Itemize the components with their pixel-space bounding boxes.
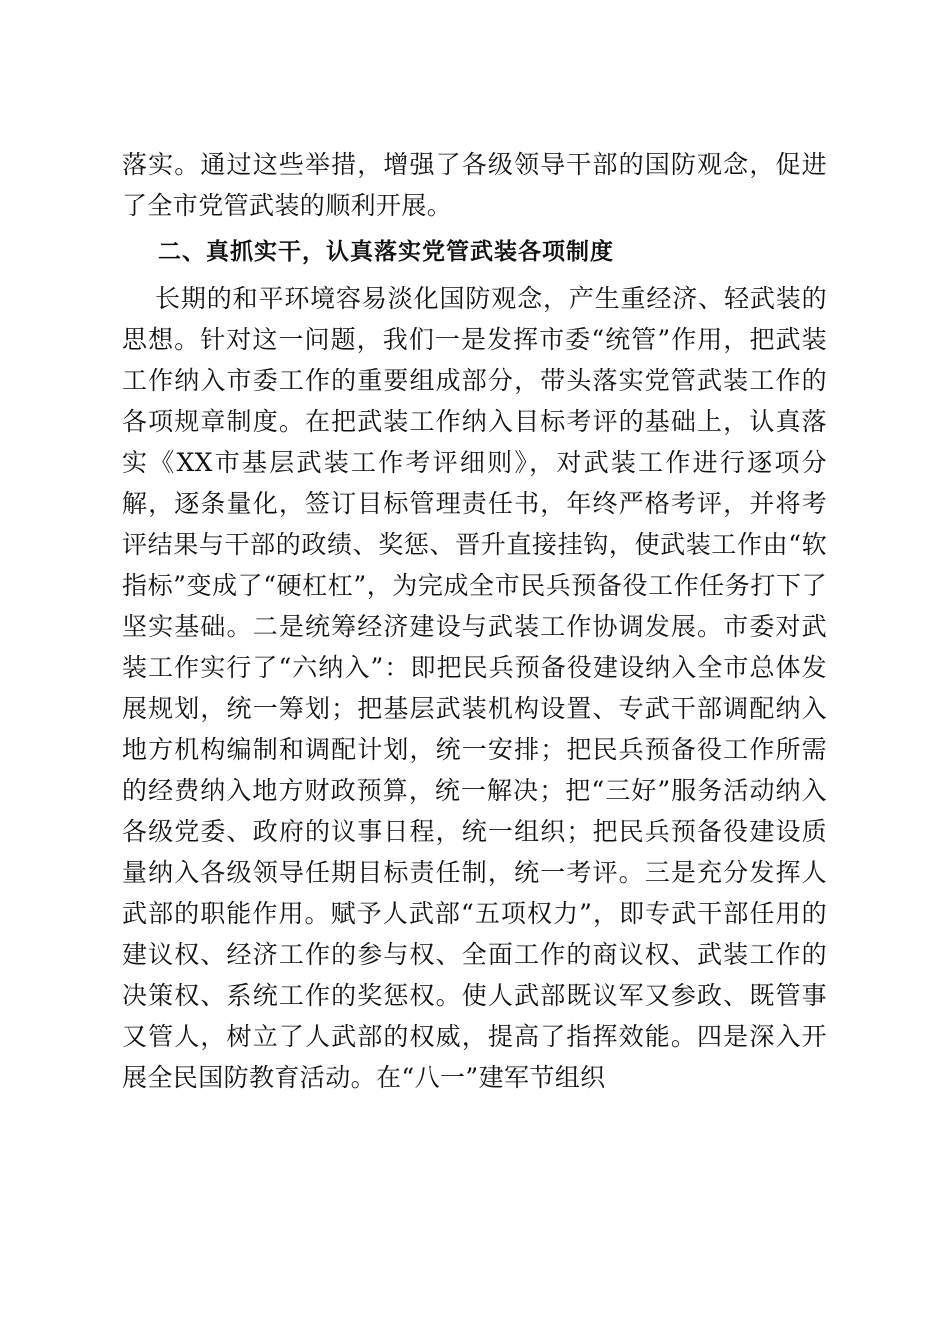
paragraph-continuation: 落实。通过这些举措，增强了各级领导干部的国防观念，促进了全市党管武装的顺利开展。	[122, 150, 827, 220]
paragraph-main: 长期的和平环境容易淡化国防观念，产生重经济、轻武装的思想。针对这一问题，我们一是发挥市委“统管”作用，把武装工作纳入市委工作的重要组成部分，带头落实党管武装工作的各项规章制度。在把武装工作纳入目标考评的基础上，认真落实《XX市基层武装工作考评细则》，对武装工作进行逐项分解，逐条量化，签订目标管理责任书，年终严格考评，并将考评结果与干部的政绩、奖惩、晋升直接挂钩，使武装工作由“软指标”变成了“硬杠杠”，为完成全市民兵预备役工作任务打下了坚实基础。二是统筹经济建设与武装工作协调发展。市委对武装工作实行了“六纳入”：即把民兵预备役建设纳入全市总体发展规划，统一筹划；把基层武装机构设置、专武干部调配纳入地方机构编制和调配计划，统一安排；把民兵预备役工作所需的经费纳入地方财政预算，统一解决；把“三好”服务活动纳入各级党委、政府的议事日程，统一组织；把民兵预备役建设质量纳入各级领导任期目标责任制，统一考评。三是充分发挥人武部的职能作用。赋予人武部“五项权力”，即专武干部任用的建议权、经济工作的参与权、全面工作的商议权、武装工作的决策权、系统工作的奖惩权。使人武部既议军又参政、既管事又管人，树立了人武部的权威，提高了指挥效能。四是深入开展全民国防教育活动。在“八一”建军节组织	[122, 284, 827, 1092]
section-heading: 二、真抓实干，认真落实党管武装各项制度	[158, 239, 614, 265]
